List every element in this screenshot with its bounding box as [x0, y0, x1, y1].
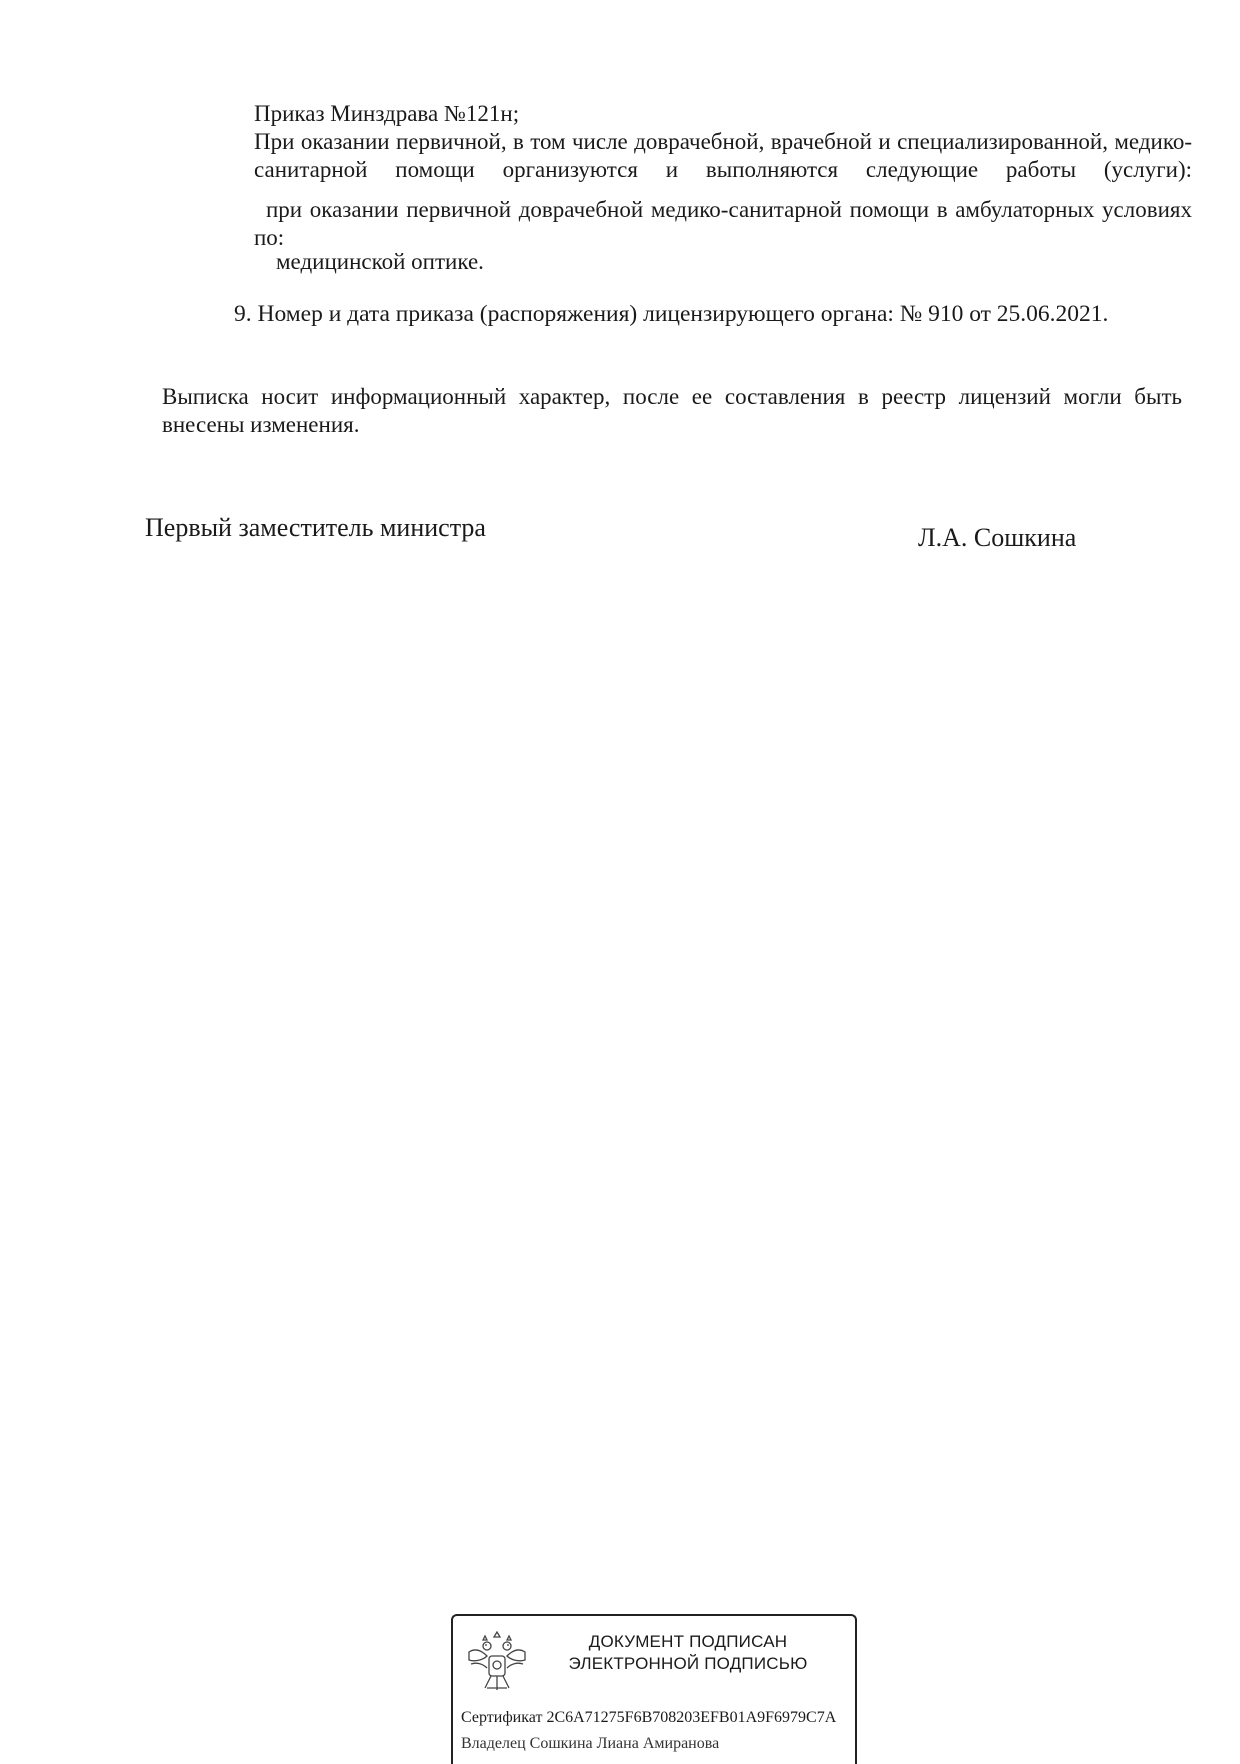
ambulatory-paragraph: при оказании первичной доврачебной медико-санитарной помощи в амбулаторных условиях по: [254, 197, 1192, 250]
item-9-order-number: 9. Номер и дата приказа (распоряжения) лицензирующего органа: № 910 от 25.06.2021. [234, 301, 1109, 327]
stamp-certificate [461, 1708, 836, 1728]
stamp-title-line-1: ДОКУМЕНТ ПОДПИСАН [588, 1632, 788, 1651]
signatory-name: Л.А. Сошкина [918, 523, 1077, 552]
services-paragraph: При оказании первичной, в том числе доврачебной, врачебной и специализированной, медико-санитарной помощи организуются и выполняются следующие работы (услуги): [254, 129, 1192, 182]
stamp-certificate-label: Сертификат [461, 1709, 543, 1726]
order-reference: Приказ Минздрава №121н; [254, 101, 520, 126]
informational-note: Выписка носит информационный характер, после ее составления в реестр лицензий могли быть внесены изменения. [162, 384, 1182, 437]
optics-line: медицинской оптике. [276, 249, 484, 274]
signatory-position: Первый заместитель министра [145, 513, 486, 542]
stamp-title-line-2: ЭЛЕКТРОННОЙ ПОДПИСЬЮ [568, 1654, 808, 1673]
double-headed-eagle-icon [465, 1626, 529, 1698]
electronic-signature-stamp [451, 1614, 857, 1764]
stamp-owner: Владелец Сошкина Лиана Амиранова [461, 1735, 720, 1752]
stamp-certificate-value: 2C6A71275F6B708203EFB01A9F6979C7A [546, 1709, 837, 1726]
